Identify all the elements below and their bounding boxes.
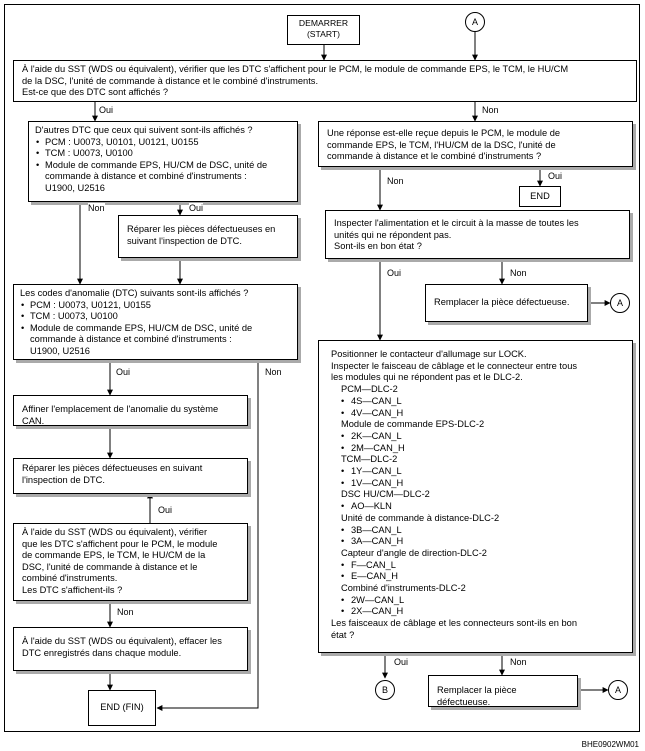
q7-last-1: Les faisceaux de câblage et les connecteurs sont-ils en bon [331,618,578,629]
label-non: Non [387,176,404,186]
q1-line-1: À l'aide du SST (WDS ou équivalent), vérifier que les DTC s'affichent pour le PCM, le module de commande EPS, le TCM, le HU/CM [22,64,569,74]
label-non: Non [88,203,105,213]
connector-a-right-1: A [610,293,630,313]
group-tcm-item: • 1V—CAN_H [331,478,624,490]
q3-item-modules: • Module de commande EPS, HU/CM de DSC, unité de commande à distance et combiné d'instruments : [20,323,291,346]
group-tcm-head: TCM—DLC-2 [341,454,398,465]
label-non: Non [510,657,527,667]
q4-line-6: Les DTC s'affichent-ils ? [22,584,123,595]
connector-a-right-2: A [608,680,628,700]
q2-item-tcm: • TCM : U0073, U0100 [35,148,291,160]
replace-box-1 [425,284,588,322]
question-response-received [318,121,633,167]
pinpoint-can-box [13,395,248,426]
question-power-ground [325,210,630,259]
label-oui: Oui [387,268,402,278]
label-oui: Oui [99,105,114,115]
repair1-line-1: Réparer les pièces défectueuses en [127,224,276,234]
q7-last-2: état ? [331,629,355,640]
question-dtc-displayed [13,60,637,102]
group-remote-head: Unité de commande à distance-DLC-2 [341,512,500,523]
q3-item-pcm: • PCM : U0073, U0121, U0155 [20,300,291,312]
replace-box-2 [428,675,578,707]
group-remote-item: • 3A—CAN_H [331,536,624,548]
group-pcm-item: • 4S—CAN_L [331,396,624,408]
repair-box-1 [118,215,298,258]
replace2-text: Remplacer la pièce défectueuse. [437,685,517,707]
q2-title: D'autres DTC que ceux qui suivent sont-ils affichés ? [35,125,253,135]
connector-a-top: A [465,12,485,32]
end-fin-label: END (FIN) [100,702,144,712]
q6-line-2: unités qui ne répondent pas. [334,229,452,240]
clear-line-2: DTC enregistrés dans chaque module. [22,647,182,658]
group-cluster-head: Combiné d'instruments-DLC-2 [341,583,466,594]
group-pcm-head: PCM—DLC-2 [341,384,398,395]
q3-codes: U1900, U2516 [30,345,90,356]
q1-line-3: Est-ce que des DTC sont affichés ? [22,87,169,98]
group-cluster-item: • 2W—CAN_L [331,595,624,607]
group-dsc-item: • AO—KLN [331,501,624,513]
group-tcm-item: • 1Y—CAN_L [331,466,624,478]
group-pcm-item: • 4V—CAN_H [331,408,624,420]
label-non: Non [510,268,527,278]
group-steering-item: • F—CAN_L [331,560,624,572]
q5-line-2: commande EPS, le TCM, l'HU/CM de la DSC, l'unité de [327,139,556,150]
clear-dtc-box [13,627,248,671]
q2-item-pcm: • PCM : U0073, U0101, U0121, U0155 [35,137,291,149]
label-oui: Oui [394,657,409,667]
replace1-text: Remplacer la pièce défectueuse. [434,297,570,307]
pinpoint-text: Affiner l'emplacement de l'anomalie du système CAN. [22,404,219,426]
group-eps-item: • 2M—CAN_H [331,443,624,455]
q6-line-1: Inspecter l'alimentation et le circuit à la masse de toutes les [334,218,579,228]
q7-line-1: Positionner le contacteur d'allumage sur LOCK. [331,349,527,359]
q4-line-5: combiné d'instruments. [22,573,118,584]
q3-item-tcm: • TCM : U0073, U0100 [20,311,291,323]
label-non: Non [265,367,282,377]
label-oui: Oui [189,203,204,213]
question-other-dtc [28,121,298,202]
start-box [287,15,360,45]
start-label-2: (START) [306,28,341,39]
label-oui: Oui [116,367,131,377]
label-non: Non [482,105,499,115]
figure-code: BHE0902WM01 [581,740,639,749]
group-dsc-head: DSC HU/CM—DLC-2 [341,489,430,500]
question-dtc-codes [13,284,298,360]
connector-b: B [375,680,395,700]
repair2-line-2: l'inspection de DTC. [22,474,105,485]
q7-line-3: les modules qui ne répondent pas et le DLC-2. [331,372,523,383]
q5-line-3: commande à distance et le combiné d'instruments ? [327,151,542,162]
q7-line-2: Inspecter le faisceau de câblage et le connecteur entre tous [331,360,578,371]
inspect-wiring-box [318,340,633,653]
q1-line-2: de la DSC, l'unité de commande à distance et le combiné d'instruments. [22,75,319,86]
q2-item-modules: • Module de commande EPS, HU/CM de DSC, unité de commande à distance et combiné d'instruments : [35,160,291,183]
q2-codes: U1900, U2516 [45,182,105,193]
group-steering-head: Capteur d'angle de direction-DLC-2 [341,547,487,558]
end-fin-box [88,690,156,726]
group-eps-head: Module de commande EPS-DLC-2 [341,419,485,430]
repair2-line-1: Réparer les pièces défectueuses en suivant [22,463,203,473]
group-cluster-item: • 2X—CAN_H [331,606,624,618]
group-eps-item: • 2K—CAN_L [331,431,624,443]
label-non: Non [117,607,134,617]
q5-line-1: Une réponse est-elle reçue depuis le PCM, le module de [327,128,561,138]
group-remote-item: • 3B—CAN_L [331,525,624,537]
q4-line-2: que les DTC s'affichent pour le PCM, le module [22,538,218,549]
end-label: END [530,191,550,201]
label-oui: Oui [158,505,173,515]
q4-line-4: DSC, l'unité de commande à distance et le [22,561,198,572]
end-box [519,186,561,207]
repair1-line-2: suivant l'inspection de DTC. [127,235,242,246]
group-steering-item: • E—CAN_H [331,571,624,583]
question-dtc-recheck [13,523,248,601]
q4-line-1: À l'aide du SST (WDS ou équivalent), vérifier [22,527,208,537]
start-label-1: DEMARRER [298,18,349,28]
label-oui: Oui [548,171,563,181]
q6-line-3: Sont-ils en bon état ? [334,241,422,252]
q3-title: Les codes d'anomalie (DTC) suivants sont-ils affichés ? [20,288,249,298]
repair-box-2 [13,458,248,494]
clear-line-1: À l'aide du SST (WDS ou équivalent), effacer les [22,636,222,646]
q4-line-3: de commande EPS, le TCM, le HU/CM de la [22,550,206,561]
